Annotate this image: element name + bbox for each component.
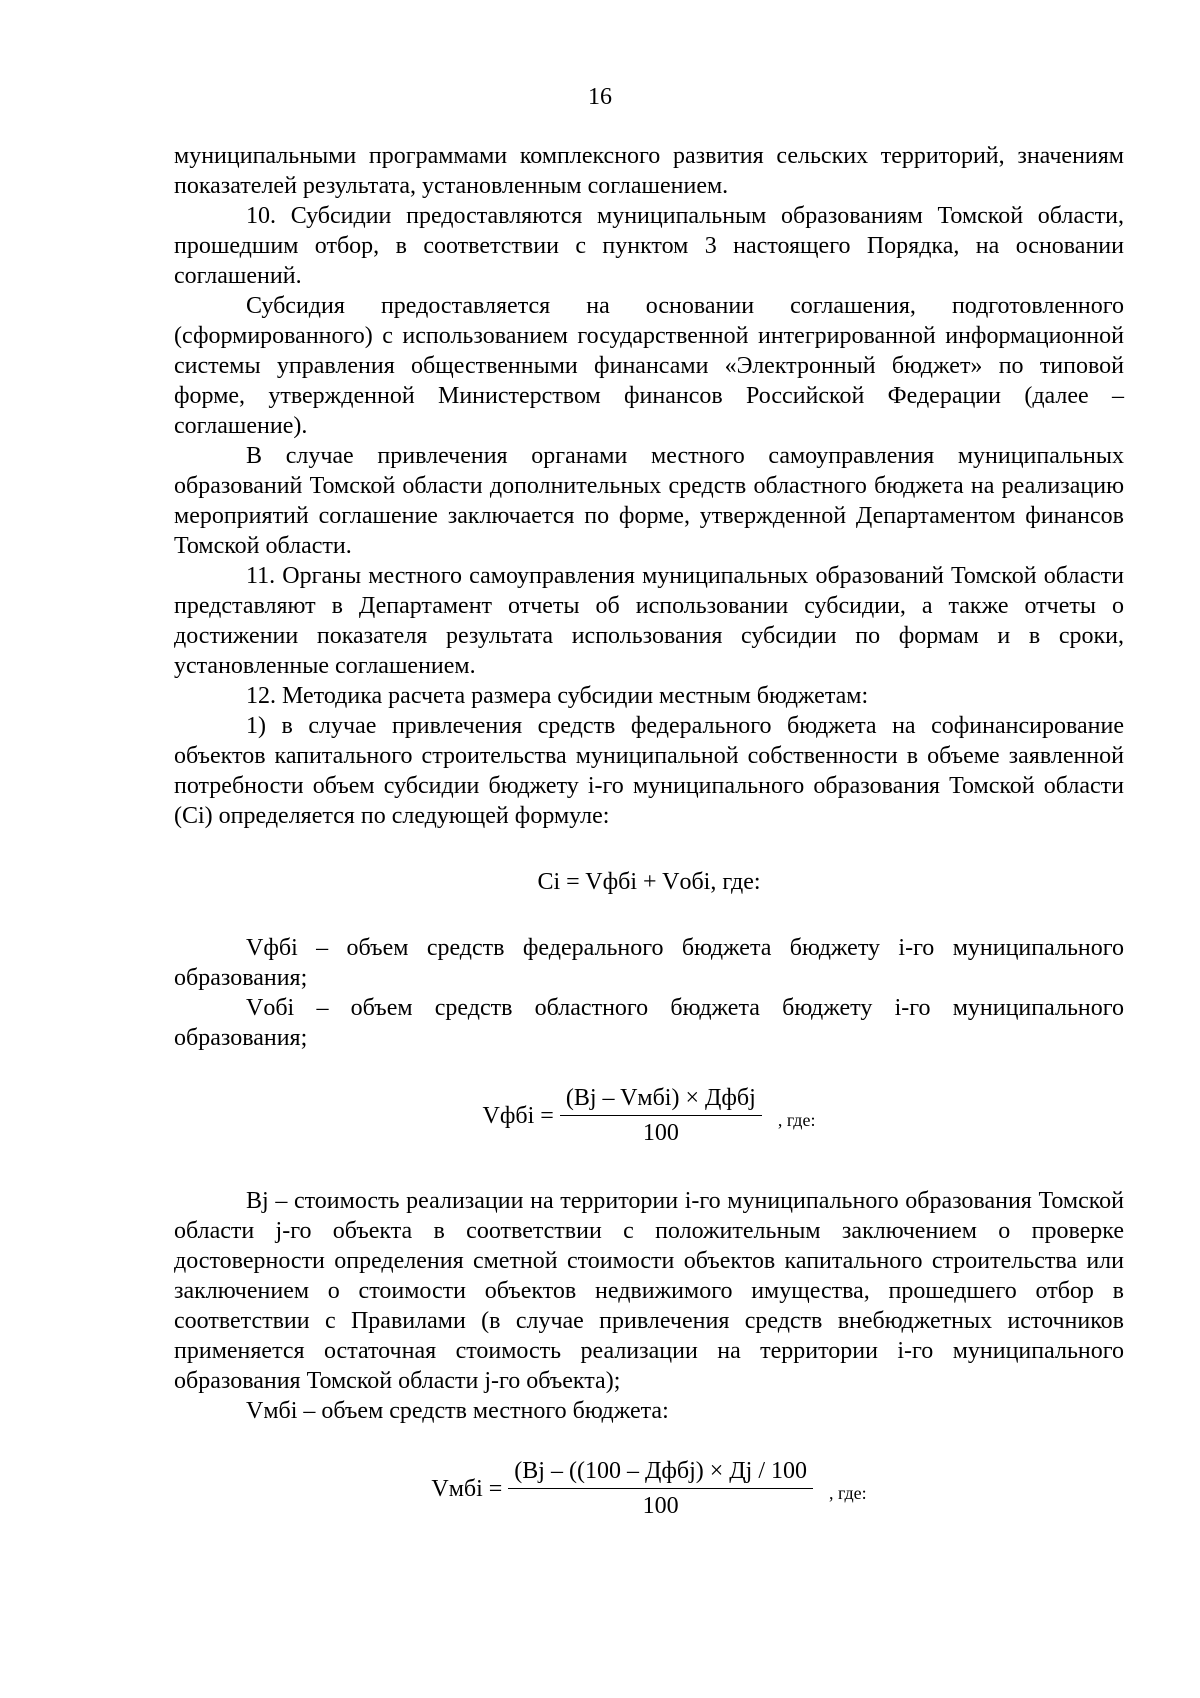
definition: Bj – стоимость реализации на территории i-го муниципального образования Томской области j-го объекта в соответствии с положительным заключением о проверке достоверности определения сметной стоимости объектов капитального строительства или заключением о стоимости объектов недвижимого имущества, прошедшего отбор в соответствии с Правилами (в случае привлечения средств внебюджетных источников применяется остаточная стоимость реализации на территории i-го муниципального образования Томской области j-го объекта); xyxy=(174,1188,1124,1394)
definition: Vобi – объем средств областного бюджета бюджету i-го муниципального образования; xyxy=(174,995,1124,1051)
formula-vmb xyxy=(174,1456,1124,1521)
page-number: 16 xyxy=(588,84,612,110)
fraction-numerator: (Bj – Vмбi) × Дфбj xyxy=(560,1083,762,1116)
paragraph: 11. Органы местного самоуправления муниципальных образований Томской области представляют в Департамент отчеты об использовании субсидии, а также отчеты о достижении показателя результата использования субсидии по формам и в сроки, установленные соглашением. xyxy=(174,563,1124,679)
formula-suffix: , где: xyxy=(828,1482,867,1503)
fraction xyxy=(560,1083,762,1148)
formula-lhs: Vмбi = xyxy=(431,1475,503,1502)
paragraph: 12. Методика расчета размера субсидии местным бюджетам: xyxy=(246,683,869,709)
formula-ci: Ci = Vфбi + Vобi, где: xyxy=(537,869,761,895)
definition: Vмбi – объем средств местного бюджета: xyxy=(246,1398,669,1424)
fraction-numerator: (Bj – ((100 – Дфбj) × Дj / 100 xyxy=(508,1456,813,1489)
paragraph: 10. Субсидии предоставляются муниципальным образованиям Томской области, прошедшим отбор, в соответствии с пунктом 3 настоящего Порядка, на основании соглашений. xyxy=(174,203,1124,289)
fraction xyxy=(508,1456,813,1521)
formula-vfb xyxy=(174,1083,1124,1148)
definition: Vфбi – объем средств федерального бюджета бюджету i-го муниципального образования; xyxy=(174,935,1124,991)
paragraph: 1) в случае привлечения средств федерального бюджета на софинансирование объектов капитального строительства муниципальной собственности в объеме заявленной потребности объем субсидии бюджету i-го муниципального образования Томской области (Ci) определяется по следующей формуле: xyxy=(174,713,1124,829)
fraction-denominator: 100 xyxy=(642,1493,679,1519)
paragraph: муниципальными программами комплексного развития сельских территорий, значениям показателей результата, установленным соглашением. xyxy=(174,143,1124,199)
fraction-denominator: 100 xyxy=(642,1120,679,1146)
document-body xyxy=(174,141,1124,1559)
paragraph: В случае привлечения органами местного самоуправления муниципальных образований Томской области дополнительных средств областного бюджета на реализацию мероприятий соглашение заключается по форме, утвержденной Департаментом финансов Томской области. xyxy=(174,443,1124,559)
formula-lhs: Vфбi = xyxy=(482,1102,554,1129)
formula-suffix: , где: xyxy=(777,1109,816,1130)
paragraph: Субсидия предоставляется на основании соглашения, подготовленного (сформированного) с использованием государственной интегрированной информационной системы управления общественными финансами «Электронный бюджет» по типовой форме, утвержденной Министерством финансов Российской Федерации (далее – соглашение). xyxy=(174,293,1124,439)
